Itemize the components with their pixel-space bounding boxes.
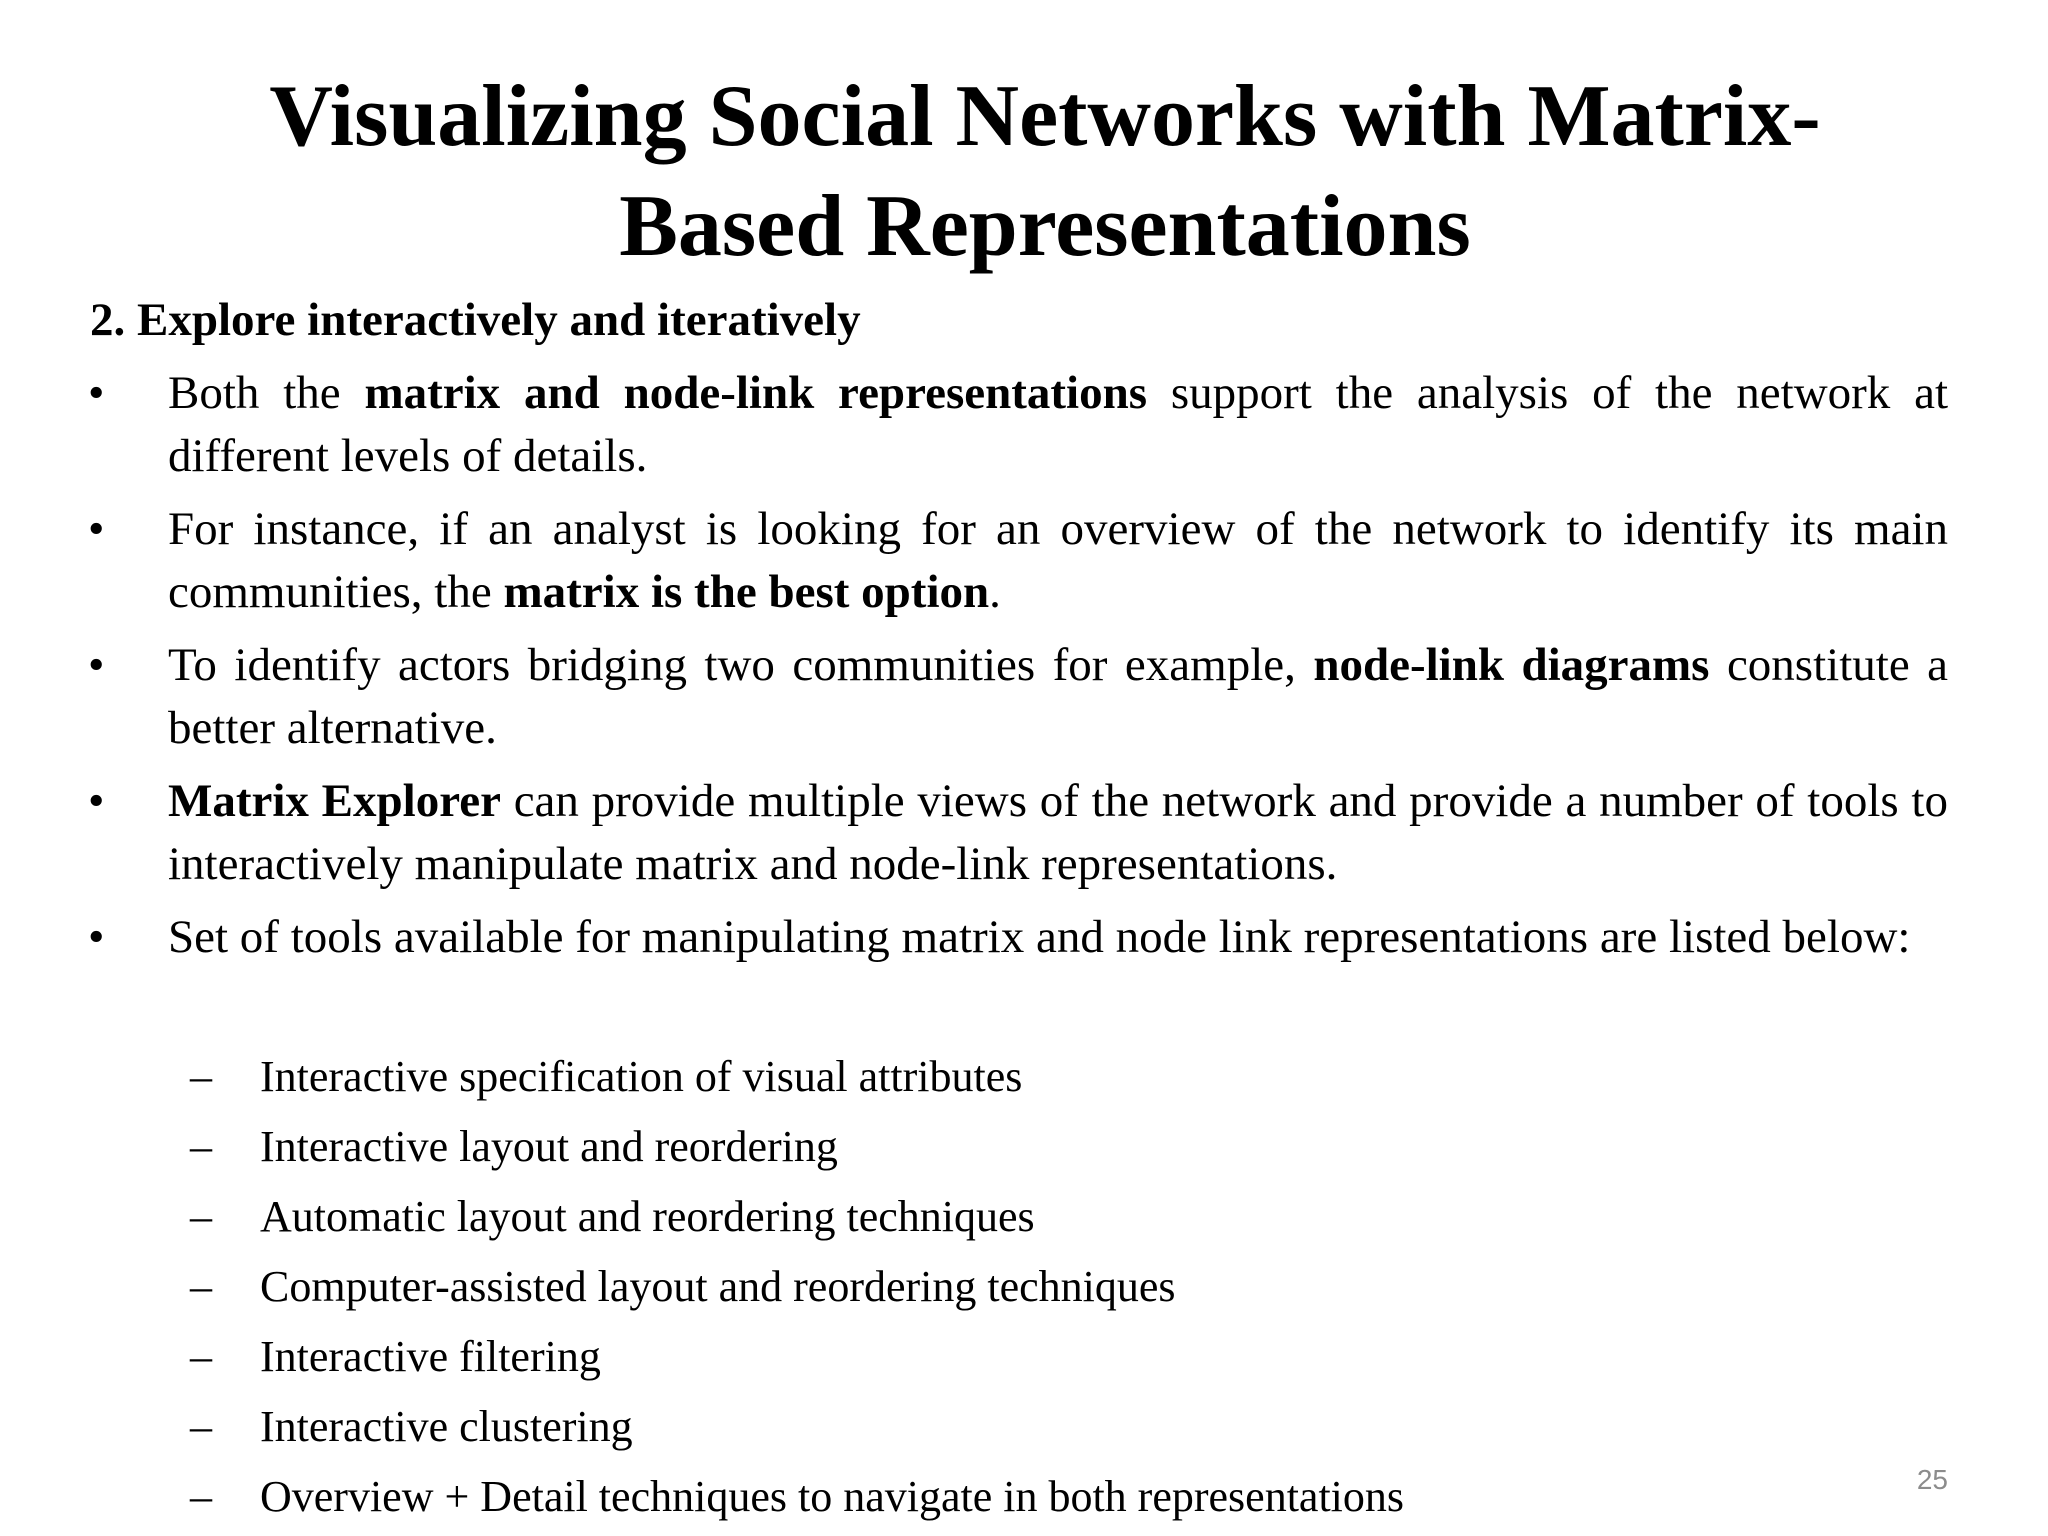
tool-subitem-text: Overview + Detail techniques to navigate in both representations [260,1472,1405,1521]
bullet-text-part: To identify actors bridging two communities for example, [168,639,1314,691]
tool-subitem-text: Interactive filtering [260,1332,601,1381]
bullet-text-part: . [989,566,1001,618]
bullet-text-part: support the analysis of the network at different levels of details. [168,367,1949,482]
slide-title-line-2: Based Representations [619,178,1471,275]
tool-subitem [0,1112,2048,1182]
tool-subitem [0,1322,2048,1392]
bullet-text [168,362,1948,488]
bullet-text-bold: matrix and node-link representations [364,367,1148,419]
slide-title [150,62,1940,282]
bullet-text-bold: node-link diagrams [1313,639,1710,691]
bullet-text-bold: Matrix Explorer [168,775,501,827]
dash-marker: – [190,1262,212,1311]
bullet-item [0,634,2048,760]
tool-subitem [0,1182,2048,1252]
dash-marker: – [190,1402,212,1451]
dash-marker: – [190,1192,212,1241]
bullet-item [0,770,2048,896]
bullet-text [168,634,1948,760]
bullet-text [168,906,1948,969]
bullet-marker: • [88,367,105,419]
bullet-text-part: constitute a better alternative. [168,639,1949,754]
bullet-text [168,498,1948,624]
tool-subitem [0,1252,2048,1322]
bullet-marker: • [88,639,105,691]
dash-marker: – [190,1472,212,1521]
bullet-item [0,906,2048,969]
bullet-marker: • [88,911,105,963]
tool-subitem [0,1392,2048,1462]
page-number: 25 [1916,1464,1948,1495]
tool-subitem-text: Interactive layout and reordering [260,1122,838,1171]
dash-marker: – [190,1052,212,1101]
bullet-marker: • [88,775,105,827]
bullet-text-part: Both the [168,367,365,419]
bullet-marker: • [88,503,105,555]
bullet-item [0,498,2048,624]
tool-subitem [0,1462,2048,1532]
bullet-text-part: Set of tools available for manipulating matrix and node link representations are listed below: [168,911,1911,963]
tool-subitem-text: Interactive specification of visual attributes [260,1052,1023,1101]
bullet-text [168,770,1948,896]
dash-marker: – [190,1122,212,1171]
dash-marker: – [190,1332,212,1381]
bullet-list [0,362,2048,979]
section-subheading: 2. Explore interactively and iteratively [90,294,861,346]
bullet-text-part: For instance, if an analyst is looking for an overview of the network to identify its main communities, the [168,503,1948,618]
bullet-item [0,362,2048,488]
tool-subitem-text: Automatic layout and reordering techniques [260,1192,1035,1241]
tool-subitem-text: Interactive clustering [260,1402,633,1451]
bullet-text-bold: matrix is the best option [503,566,990,618]
tool-sublist [0,1042,2048,1532]
slide-title-line-1: Visualizing Social Networks with Matrix- [269,68,1821,165]
tool-subitem-text: Computer-assisted layout and reordering techniques [260,1262,1176,1311]
tool-subitem [0,1042,2048,1112]
bullet-text-part: can provide multiple views of the network and provide a number of tools to interactively manipulate matrix and node-link representations. [168,775,1948,890]
